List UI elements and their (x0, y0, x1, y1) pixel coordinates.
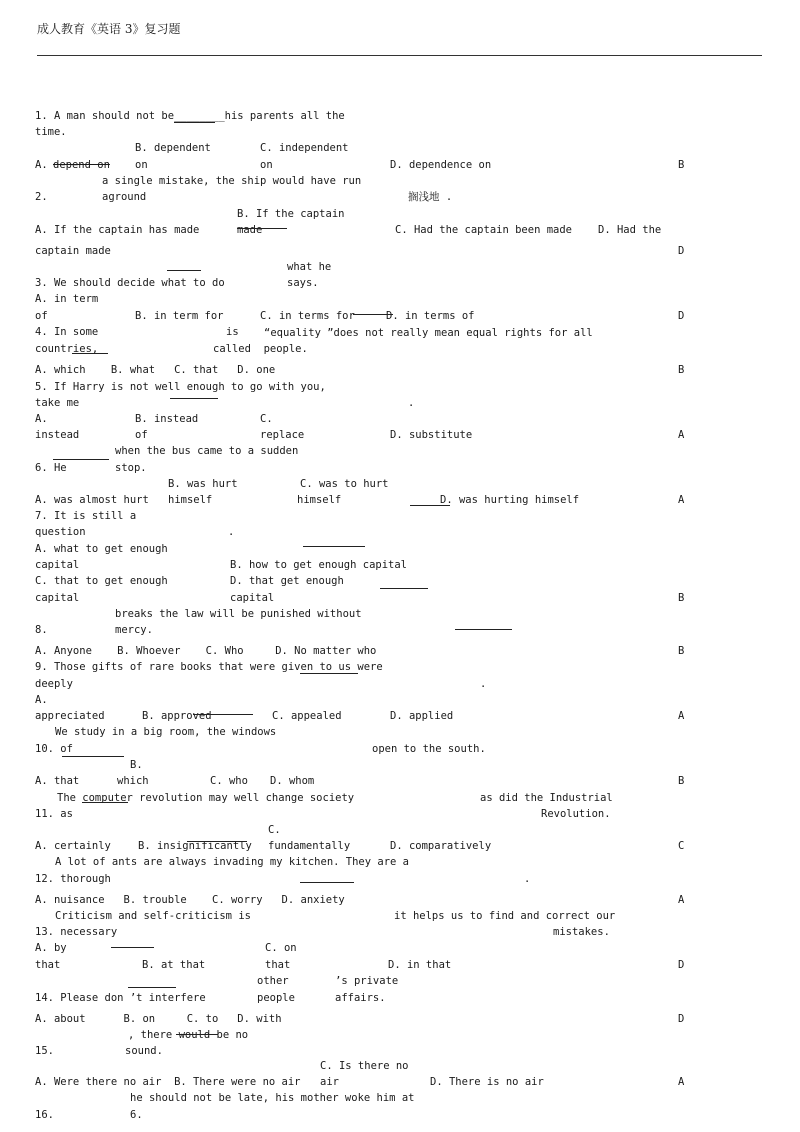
text-line: 4. In some (35, 326, 99, 338)
text-line: D. was hurting himself (440, 494, 580, 506)
answer-blank-line (174, 122, 215, 123)
text-line: that (35, 959, 61, 971)
text-line: affairs. (335, 992, 386, 1004)
text-line: air (320, 1076, 339, 1088)
text-line: D. Had the (598, 224, 662, 236)
text-line: D. applied (390, 710, 454, 722)
answer-blank-line (111, 947, 154, 948)
text-line: The computer revolution may well change society (57, 792, 355, 804)
text-line: A. (35, 694, 48, 706)
text-line: A. Were there no air B. There were no air (35, 1076, 301, 1088)
text-line: B. was hurt (168, 478, 238, 490)
text-line: of (135, 429, 148, 441)
text-line: A. what to get enough (35, 543, 168, 555)
text-line: C. on (265, 942, 297, 954)
text-line: 14. Please don ’t interfere (35, 992, 206, 1004)
text-line: other (257, 975, 289, 987)
text-line: mercy. (115, 624, 153, 636)
text-line: capital (35, 592, 80, 604)
text-line: D. in that (388, 959, 452, 971)
text-line: Criticism and self-criticism is (55, 910, 251, 922)
text-line: C. independent (260, 142, 349, 154)
answer-blank-line (193, 714, 253, 715)
answer-key-letter: B (678, 775, 685, 787)
text-line: B. at that (142, 959, 206, 971)
text-line: 6. (130, 1109, 143, 1121)
text-line: 12. thorough (35, 873, 111, 885)
text-line: A. certainly (35, 840, 111, 852)
text-line: on (135, 159, 148, 171)
text-line: C. (260, 413, 273, 425)
text-line: A. (35, 413, 48, 425)
text-line: D. in terms of (386, 310, 475, 322)
text-line: C. appealed (272, 710, 342, 722)
text-line: A lot of ants are always invading my kitchen. They are a (55, 856, 410, 868)
answer-blank-line (455, 629, 512, 630)
answer-blank-line (62, 756, 124, 757)
text-line: aground (102, 191, 147, 203)
text-line: a single mistake, the ship would have run (102, 175, 362, 187)
text-line: capital (230, 592, 275, 604)
text-line: A. in term (35, 293, 99, 305)
text-line: A. If the captain has made (35, 224, 200, 236)
text-line: B. dependent (135, 142, 211, 154)
text-line: on (260, 159, 273, 171)
text-line: himself (168, 494, 213, 506)
answer-key-letter: D (678, 959, 685, 971)
answer-blank-line (187, 841, 247, 842)
text-line: says. (287, 277, 319, 289)
text-line: D. There is no air (430, 1076, 544, 1088)
text-line: 6. He (35, 462, 67, 474)
text-line: made (237, 224, 263, 236)
answer-blank-line (410, 505, 450, 506)
text-line: 10. of (35, 743, 73, 755)
text-line: he should not be late, his mother woke him at (130, 1092, 415, 1104)
answer-blank-line (303, 546, 365, 547)
text-line: depend on (53, 159, 110, 171)
text-line: B. (130, 759, 143, 771)
text-line: C. who (210, 775, 248, 787)
answer-key-letter: A (678, 429, 685, 441)
text-line: . (480, 678, 487, 690)
text-line: captain made (35, 245, 111, 257)
answer-blank-line (380, 588, 428, 589)
text-line: A. Anyone B. Whoever C. Who D. No matter who (35, 645, 377, 657)
answer-key-letter: D (678, 245, 685, 257)
text-line: A. (35, 159, 48, 171)
text-line: Revolution. (541, 808, 611, 820)
text-line: A. was almost hurt (35, 494, 149, 506)
text-line: C. Is there no (320, 1060, 409, 1072)
text-line: that (265, 959, 291, 971)
answer-key-letter: B (678, 592, 685, 604)
text-line: open to the south. (372, 743, 486, 755)
text-line: of (35, 310, 48, 322)
text-line: 搁浅地 . (408, 191, 453, 203)
text-line: what he (287, 261, 332, 273)
answer-blank-line (170, 398, 218, 399)
text-line: D. that get enough (230, 575, 344, 587)
text-line: . (228, 526, 235, 538)
text-line: B. how to get enough capital (230, 559, 408, 571)
answer-key-letter: B (678, 364, 685, 376)
text-line: capital (35, 559, 80, 571)
text-line: B. instead (135, 413, 199, 425)
answer-blank-line (128, 987, 176, 988)
text-line: A. by (35, 942, 67, 954)
answer-key-letter: D (678, 1013, 685, 1025)
text-line: called people. (213, 343, 308, 355)
text-line: is (226, 326, 239, 338)
text-line: “equality ”does not really mean equal rights for all (264, 327, 593, 339)
text-line: appreciated (35, 710, 105, 722)
text-line: which (117, 775, 149, 787)
text-line: sound. (125, 1045, 163, 1057)
answer-key-letter: B (678, 159, 685, 171)
text-line: We study in a big room, the windows (55, 726, 277, 738)
text-line: people (257, 992, 295, 1004)
text-line: breaks the law will be punished without (115, 608, 362, 620)
text-line: . (524, 873, 531, 885)
text-line: 13. necessary (35, 926, 118, 938)
text-line: B. insignificantly (138, 840, 252, 852)
text-line: B. approved (142, 710, 212, 722)
text-line: C. (268, 824, 281, 836)
text-line: C. that to get enough (35, 575, 168, 587)
text-line: 1. A man should not be________his parents all the (35, 110, 345, 122)
text-line: fundamentally (268, 840, 351, 852)
text-line: mistakes. (553, 926, 610, 938)
text-line: A. about B. on C. to D. with (35, 1013, 282, 1025)
answer-key-letter: A (678, 1076, 685, 1088)
text-line: 3. We should decide what to do (35, 277, 225, 289)
text-line: D. substitute (390, 429, 473, 441)
text-line: C. was to hurt (300, 478, 389, 490)
answer-blank-line (353, 314, 393, 315)
text-line: A. which B. what C. that D. one (35, 364, 276, 376)
answer-blank-line (72, 353, 108, 354)
text-line: D. whom (270, 775, 315, 787)
answer-blank-line (82, 802, 128, 803)
text-line: 9. Those gifts of rare books that were given to us were (35, 661, 383, 673)
answer-key-letter: A (678, 894, 685, 906)
text-line: instead (35, 429, 80, 441)
answer-key-letter: C (678, 840, 685, 852)
document-header: 成人教育《英语 3》复习题 (37, 22, 181, 36)
answer-blank-line (53, 459, 109, 460)
text-line: 11. as (35, 808, 73, 820)
text-line: when the bus came to a sudden (115, 445, 299, 457)
text-line: ’s private (335, 975, 399, 987)
text-line: deeply (35, 678, 73, 690)
text-line: A. that (35, 775, 80, 787)
text-line: himself (297, 494, 342, 506)
answer-blank-line (300, 673, 358, 674)
text-line: take me (35, 397, 80, 409)
text-line: . (408, 397, 415, 409)
answer-blank-line (167, 270, 201, 271)
text-line: 15. (35, 1045, 54, 1057)
text-line: stop. (115, 462, 147, 474)
answer-key-letter: B (678, 645, 685, 657)
text-line: B. in term for (135, 310, 224, 322)
text-line: , there would be no (128, 1029, 249, 1041)
text-line: it helps us to find and correct our (394, 910, 616, 922)
text-line: B. If the captain (237, 208, 345, 220)
answer-key-letter: A (678, 494, 685, 506)
text-line: 2. (35, 191, 48, 203)
answer-key-letter: D (678, 310, 685, 322)
text-line: replace (260, 429, 305, 441)
text-line: 8. (35, 624, 48, 636)
text-line: countries, (35, 343, 99, 355)
text-line: C. Had the captain been made (395, 224, 573, 236)
header-rule (37, 55, 762, 56)
answer-blank-line (300, 882, 354, 883)
text-line: C. in terms for (260, 310, 355, 322)
answer-key-letter: A (678, 710, 685, 722)
text-line: time. (35, 126, 67, 138)
text-line: D. dependence on (390, 159, 492, 171)
text-line: 5. If Harry is not well enough to go with you, (35, 381, 326, 393)
text-line: as did the Industrial (480, 792, 613, 804)
answer-blank-line (237, 228, 287, 229)
text-line: D. comparatively (390, 840, 492, 852)
text-line: question (35, 526, 86, 538)
text-line: 7. It is still a (35, 510, 137, 522)
text-line: A. nuisance B. trouble C. worry D. anxiety (35, 894, 345, 906)
text-line: 16. (35, 1109, 54, 1121)
answer-blank-line (176, 1034, 218, 1035)
